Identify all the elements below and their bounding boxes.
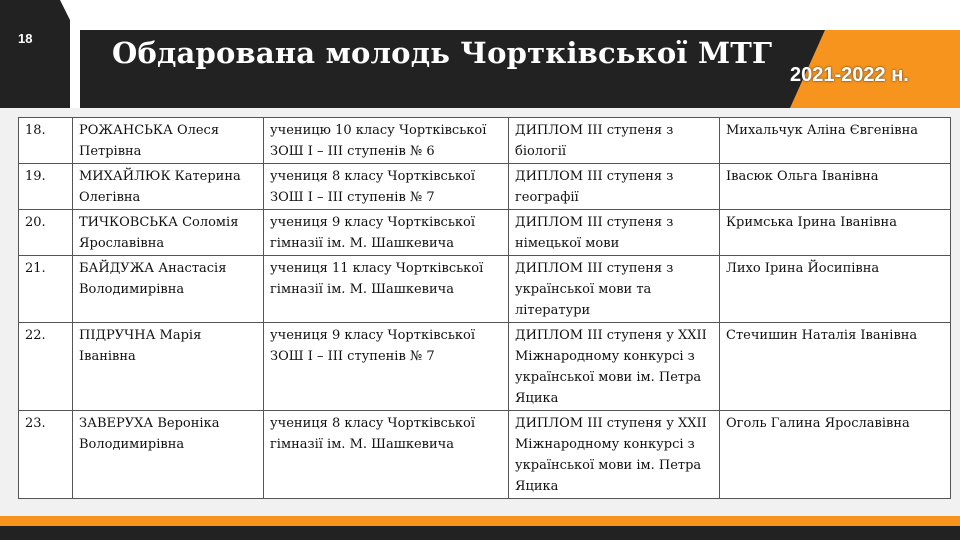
award-cell: ДИПЛОМ ІІІ ступеня з географії xyxy=(509,164,720,210)
teacher-name-cell: Кримська Ірина Іванівна xyxy=(720,210,951,256)
award-cell: ДИПЛОМ ІІІ ступеня у ХХІІ Міжнародному конкурсі з української мови ім. Петра Яцика xyxy=(509,323,720,411)
student-class-cell: ученицю 10 класу Чортківської ЗОШ І – ІІІ ступенів № 6 xyxy=(264,118,509,164)
student-name-cell: БАЙДУЖА Анастасія Володимирівна xyxy=(73,256,264,323)
award-cell: ДИПЛОМ ІІІ ступеня з німецької мови xyxy=(509,210,720,256)
awards-table xyxy=(18,117,951,499)
student-class-cell: учениця 8 класу Чортківської ЗОШ І – ІІІ ступенів № 7 xyxy=(264,164,509,210)
teacher-name-cell: Лихо Ірина Йосипівна xyxy=(720,256,951,323)
page-title: Обдарована молодь Чортківської МТГ xyxy=(112,36,773,70)
row-number-cell: 22. xyxy=(19,323,73,411)
teacher-name-cell: Михальчук Аліна Євгенівна xyxy=(720,118,951,164)
student-name-cell: ЗАВЕРУХА Вероніка Володимирівна xyxy=(73,411,264,499)
table-row xyxy=(19,118,951,164)
teacher-name-cell: Оголь Галина Ярославівна xyxy=(720,411,951,499)
row-number-cell: 18. xyxy=(19,118,73,164)
student-class-cell: учениця 9 класу Чортківської ЗОШ І – ІІІ ступенів № 7 xyxy=(264,323,509,411)
student-name-cell: ТИЧКОВСЬКА Соломія Ярославівна xyxy=(73,210,264,256)
row-number-cell: 19. xyxy=(19,164,73,210)
number-block xyxy=(0,0,70,108)
awards-table-container xyxy=(18,117,942,499)
row-number-cell: 21. xyxy=(19,256,73,323)
award-cell: ДИПЛОМ ІІІ ступеня у ХХІІ Міжнародному конкурсі з української мови ім. Петра Яцика xyxy=(509,411,720,499)
award-cell: ДИПЛОМ ІІІ ступеня з української мови та літератури xyxy=(509,256,720,323)
row-number-cell: 23. xyxy=(19,411,73,499)
student-class-cell: учениця 11 класу Чортківської гімназії ім. М. Шашкевича xyxy=(264,256,509,323)
slide-number: 18 xyxy=(18,31,33,46)
table-row xyxy=(19,210,951,256)
row-number-cell: 20. xyxy=(19,210,73,256)
teacher-name-cell: Івасюк Ольга Іванівна xyxy=(720,164,951,210)
student-name-cell: МИХАЙЛЮК Катерина Олегівна xyxy=(73,164,264,210)
academic-year: 2021-2022 н. xyxy=(790,64,909,86)
teacher-name-cell: Стечишин Наталія Іванівна xyxy=(720,323,951,411)
table-row xyxy=(19,164,951,210)
student-name-cell: РОЖАНСЬКА Олеся Петрівна xyxy=(73,118,264,164)
table-row xyxy=(19,411,951,499)
student-name-cell: ПІДРУЧНА Марія Іванівна xyxy=(73,323,264,411)
award-cell: ДИПЛОМ ІІІ ступеня з біології xyxy=(509,118,720,164)
student-class-cell: учениця 8 класу Чортківської гімназії ім. М. Шашкевича xyxy=(264,411,509,499)
footer-dark-bar xyxy=(0,526,960,540)
table-row xyxy=(19,323,951,411)
table-row xyxy=(19,256,951,323)
student-class-cell: учениця 9 класу Чортківської гімназії ім. М. Шашкевича xyxy=(264,210,509,256)
